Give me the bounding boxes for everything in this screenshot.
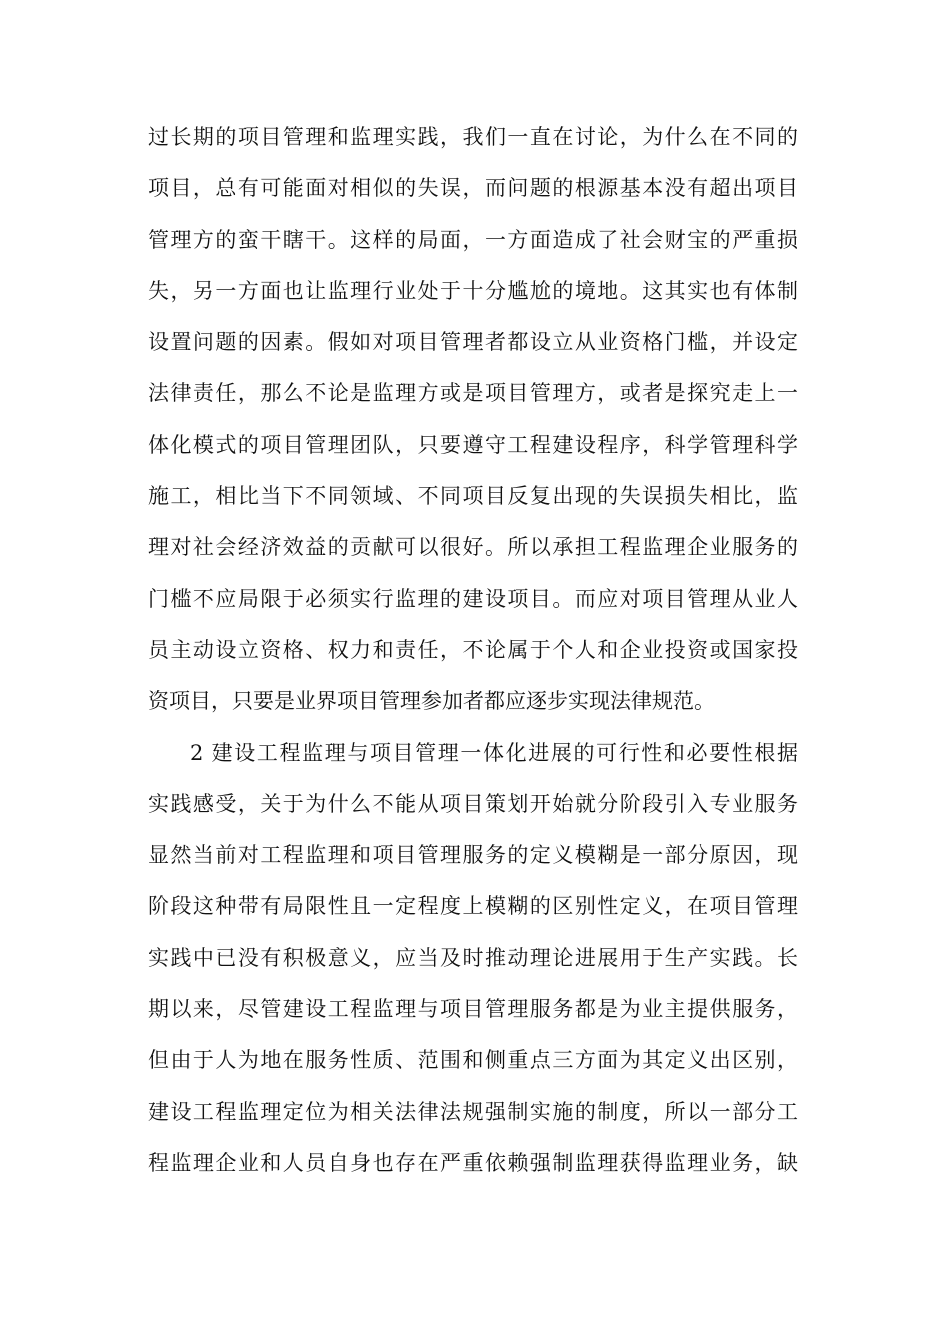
text-line: 2 建设工程监理与项目管理一体化进展的可行性和必要性根据 — [190, 740, 798, 765]
text-line: 资项目，只要是业界项目管理参加者都应逐步实现法律规范。 — [148, 689, 715, 714]
text-line: 员主动设立资格、权力和责任，不论属于个人和企业投资或国家投 — [148, 637, 798, 662]
text-line: 设置问题的因素。假如对项目管理者都设立从业资格门槛，并设定 — [148, 330, 798, 355]
text-line: 期以来，尽管建设工程监理与项目管理服务都是为业主提供服务， — [148, 997, 798, 1022]
text-line: 阶段这种带有局限性且一定程度上模糊的区别性定义，在项目管理 — [148, 894, 798, 919]
text-line: 管理方的蛮干瞎干。这样的局面，一方面造成了社会财宝的严重损 — [148, 227, 798, 252]
text-line: 法律责任，那么不论是监理方或是项目管理方，或者是探究走上一 — [148, 381, 798, 406]
text-line: 建设工程监理定位为相关法律法规强制实施的制度，所以一部分工 — [148, 1099, 798, 1124]
text-line: 施工，相比当下不同领域、不同项目反复出现的失误损失相比，监 — [148, 484, 798, 509]
text-line: 理对社会经济效益的贡献可以很好。所以承担工程监理企业服务的 — [148, 535, 798, 560]
paragraph — [148, 728, 798, 1190]
text-line: 失，另一方面也让监理行业处于十分尴尬的境地。这其实也有体制 — [148, 278, 798, 303]
text-line: 体化模式的项目管理团队，只要遵守工程建设程序，科学管理科学 — [148, 432, 798, 457]
text-line: 实践中已没有积极意义，应当及时推动理论进展用于生产实践。长 — [148, 945, 798, 970]
paragraph — [148, 112, 798, 728]
text-line: 实践感受，关于为什么不能从项目策划开始就分阶段引入专业服务 — [148, 791, 798, 816]
text-line: 项目，总有可能面对相似的失误，而问题的根源基本没有超出项目 — [148, 176, 798, 201]
text-line: 过长期的项目管理和监理实践，我们一直在讨论，为什么在不同的 — [148, 125, 798, 149]
text-line: 但由于人为地在服务性质、范围和侧重点三方面为其定义出区别， — [148, 1048, 798, 1073]
text-line: 显然当前对工程监理和项目管理服务的定义模糊是一部分原因，现 — [148, 843, 798, 868]
text-line: 程监理企业和人员自身也存在严重依赖强制监理获得监理业务，缺 — [148, 1150, 798, 1175]
body-text — [148, 112, 798, 1189]
text-line: 门槛不应局限于必须实行监理的建设项目。而应对项目管理从业人 — [148, 586, 798, 611]
